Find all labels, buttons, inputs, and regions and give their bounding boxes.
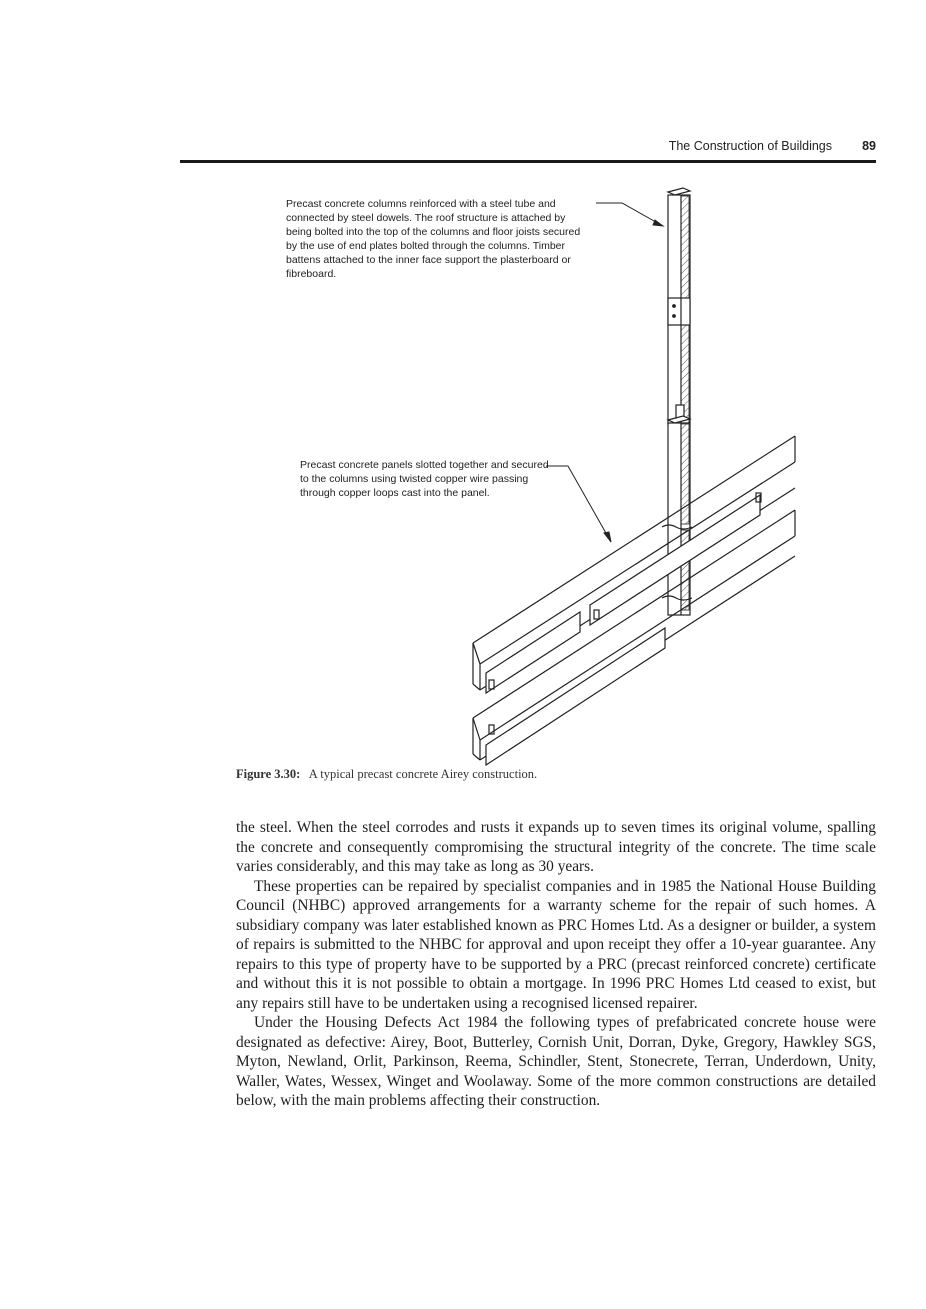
paragraph-2: These properties can be repaired by specialist companies and in 1985 the National House Building Council (NHBC) approved arrangements for a warranty scheme for the repair of such homes. A subsidiary company was later established known as PRC Homes Ltd. As a designer or builder, a system of repairs is submitted to the NHBC for approval and upon receipt they offer a 10-year guarantee. Any repairs to this type of property have to be supported by a PRC (precast reinforced concrete) certificate and without this it is not possible to obtain a mortgage. In 1996 PRC Homes Ltd ceased to exist, but any repairs still have to be undertaken using a recognised licensed repairer. <box>236 877 876 1012</box>
running-title: The Construction of Buildings <box>668 139 832 153</box>
lower-column <box>662 405 692 615</box>
callout-columns: Precast concrete columns reinforced with a steel tube and connected by steel dowels. The roof structure is attached by being bolted into the top of the columns and floor joists secured by the use of end plates bolted through the columns. Timber battens attached to the inner face support the plasterboard or fibreboard. <box>286 198 581 280</box>
upper-column <box>668 188 690 425</box>
leader-lines <box>546 203 663 542</box>
caption-label: Figure 3.30: <box>236 767 301 781</box>
figure-caption <box>236 767 856 782</box>
paragraph-3: Under the Housing Defects Act 1984 the following types of prefabricated concrete house were designated as defective: Airey, Boot, Butterley, Cornish Unit, Dorran, Dyke, Gregory, Hawkley SGS, Myton, Newland, Orlit, Parkinson, Reema, Schindler, Stent, Stonecrete, Terran, Underdown, Unity, Waller, Wates, Wessex, Winget and Woolaway. Some of the more common constructions are detailed below, with the main problems affecting their construction. <box>236 1014 876 1109</box>
page-number: 89 <box>862 139 876 153</box>
callout-panels: Precast concrete panels slotted together and secured to the columns using twisted copper wire passing through copper loops cast into the panel. <box>300 459 549 499</box>
body-text <box>236 818 876 1111</box>
caption-text: A typical precast concrete Airey construction. <box>308 767 538 781</box>
paragraph-1: the steel. When the steel corrodes and rusts it expands up to seven times its original volume, spalling the concrete and consequently compromising the structural integrity of the concrete. The time scale varies considerably, and this may take as long as 30 years. <box>236 819 876 875</box>
